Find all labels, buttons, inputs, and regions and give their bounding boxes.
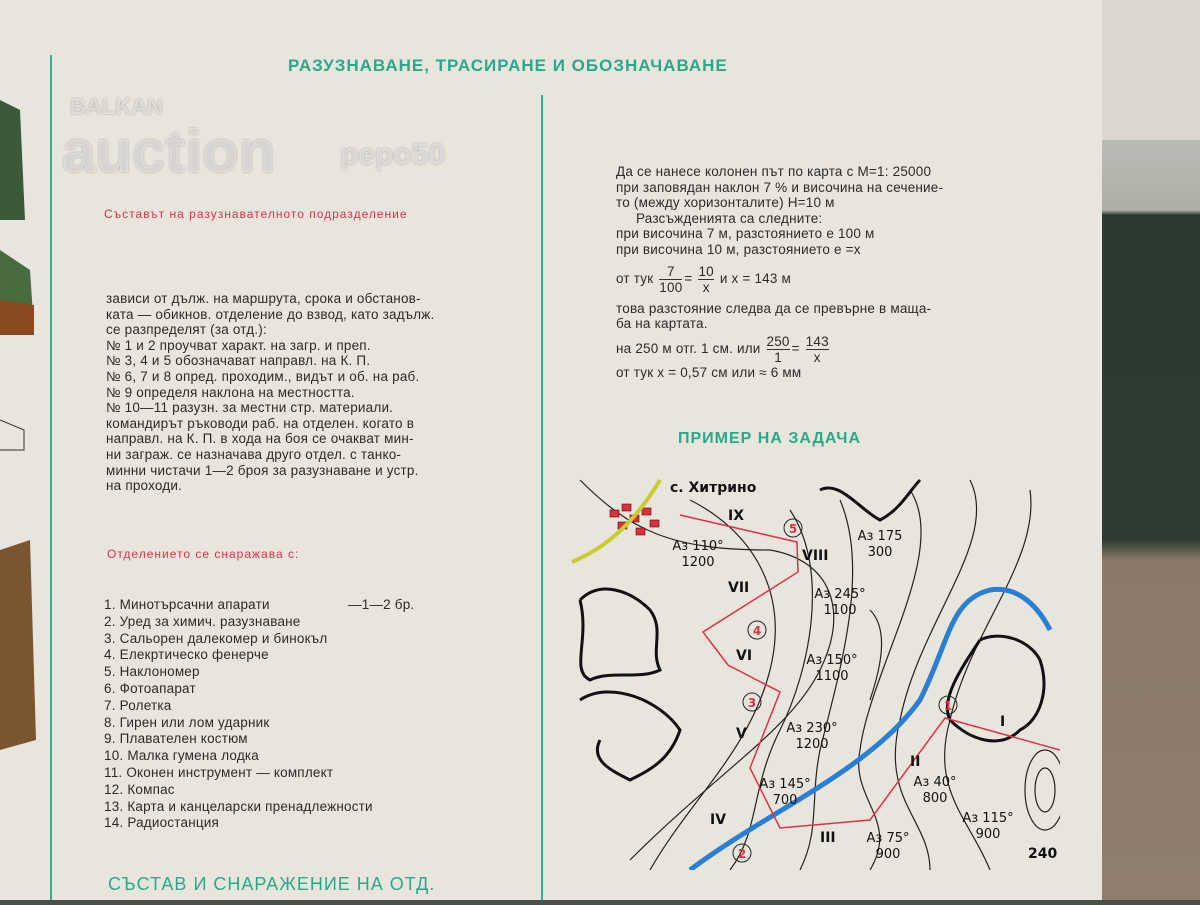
list-item: 2. Уред за химич. разузнаване [104,613,301,629]
svg-text:Аз 115°: Аз 115° [962,811,1014,826]
village-label: с. Хитрино [670,480,757,496]
elevation-label: 240 [1028,846,1058,862]
list-item: 14. Радиостанция [104,815,220,831]
road [572,480,660,562]
point-number: 4 [752,624,762,638]
list-item: 13. Карта и канцеларски пренадлежности [104,798,373,814]
svg-text:800: 800 [922,791,948,806]
background-wall [1102,0,1200,900]
example-title: ПРИМЕР НА ЗАДАЧА [678,430,862,447]
watermark-balkan: BALKAN [70,94,163,119]
equipment-list [104,597,534,832]
list-item: 9. Плавателен костюм [104,731,248,747]
svg-text:700: 700 [772,793,798,808]
waypoint-numeral: I [1000,714,1006,730]
route-line [680,515,1060,828]
svg-text:900: 900 [975,827,1001,842]
waypoint-numeral: II [910,754,921,770]
composition-heading: Съставът на разузнавателното подразделение [104,207,408,221]
waypoint-numeral: V [736,726,747,742]
text-line: зависи от дълж. на маршрута, срока и обстанов- [106,291,421,306]
task-text [616,164,1056,380]
svg-text:Аз 110°: Аз 110° [672,539,724,554]
text-line: при заповядан наклон 7 % и височина на сечение- [616,179,944,195]
list-item: 12. Компас [104,781,175,797]
text-line: № 6, 7 и 8 опред. проходим., видът и об. на раб. [106,368,420,384]
waypoint-numeral: VII [728,580,750,596]
svg-text:Аз 245°: Аз 245° [814,587,866,602]
equipment-quantity: —1—2 бр. [348,597,415,612]
column-divider [50,55,52,900]
svg-text:Аз 150°: Аз 150° [806,653,858,668]
footer-title: СЪСТАВ И СНАРАЖЕНИЕ НА ОТД. [108,874,436,894]
point-number: 5 [788,522,798,536]
list-item: 10. Малка гумена лодка [104,748,260,764]
text-line: № 9 определя наклона на местността. [106,384,355,400]
svg-text:300: 300 [867,545,893,560]
text-line: № 1 и 2 проучват характ. на загр. и преп. [106,337,371,353]
point-number: 3 [747,696,757,710]
svg-text:1100: 1100 [815,669,849,684]
point-number: 2 [737,847,747,861]
svg-text:900: 900 [875,847,901,862]
tree-illustration-icon [0,0,48,900]
svg-text:Аз 230°: Аз 230° [786,721,838,736]
list-item: 7. Ролетка [104,697,172,713]
svg-text:Аз 40°: Аз 40° [913,775,957,790]
village-houses [610,504,659,535]
text-line: минни чистачи 1—2 броя за разузнаване и устр. [106,462,419,478]
list-item: 4. Елекртическо фенерче [104,647,269,663]
point-number: 1 [943,699,953,713]
watermark-auction: auction [62,118,276,185]
waypoint-numeral: VI [736,648,753,664]
text-line: ни заграж. се назначава друго отдел. с танко- [106,446,402,462]
text-line: на проходи. [106,478,183,494]
svg-text:Аз 175: Аз 175 [857,529,903,544]
waypoint-numeral: IV [710,812,727,828]
composition-text [106,291,536,494]
text-line: Разсъжденията са следните: [636,210,823,226]
equation-1: от тук $\frac{7}{100}$ = $\frac{10}{х}$ и х = 143 м [616,263,792,295]
text-line: това разстояние следва да се превърне в маща- [616,300,932,316]
text-line: направл. на К. П. в хода на боя се очакват мин- [106,431,414,447]
text-line: ката — обикнов. отделение до взвод, като задълж. [106,306,435,322]
text-line: ба на картата. [616,316,708,332]
text-line: Да се нанесе колонен път по карта с М=1: 25000 [616,164,932,179]
task-map [570,470,1060,870]
list-item: 6. Фотоапарат [104,680,196,696]
text-line: при височина 7 м, разстоянието е 100 м [616,226,875,242]
text-line: № 3, 4 и 5 обозначават направл. на К. П. [106,353,371,369]
svg-text:1200: 1200 [795,737,829,752]
list-item: 11. Оконен инструмент — комплект [104,764,334,780]
waypoint-numeral: IX [728,508,745,524]
list-item: 3. Сальорен далекомер и бинокъл [104,630,328,646]
text-line: се разпределят (за отд.): [106,322,267,338]
watermark-user: pepo50 [340,138,446,171]
list-item: 5. Наклономер [104,664,200,680]
list-item: 8. Гирен или лом ударник [104,714,270,730]
text-line: № 10—11 разузн. за местни стр. материали. [106,400,394,416]
equation-3: от тук х = 0,57 см или ≈ 6 мм [616,364,802,380]
svg-text:1100: 1100 [823,603,857,618]
equipment-heading: Отделението се снаражава с: [107,547,300,561]
waypoint-numeral: VIII [802,548,829,564]
svg-text:Аз 75°: Аз 75° [866,831,910,846]
text-line: то (между хоризонталите) Н=10 м [616,195,835,211]
svg-text:1200: 1200 [681,555,715,570]
page-title: РАЗУЗНАВАНЕ, ТРАСИРАНЕ И ОБОЗНАЧАВАНЕ [288,56,728,75]
text-line: при височина 10 м, разстоянието е =х [616,241,861,257]
equation-2: на 250 м отг. 1 см. или $\frac{250}{1}$ = $\frac{143}{х}$ [616,333,829,365]
waypoint-numeral: III [820,830,836,846]
list-item: 1. Минотърсачни апарати —1—2 бр. [104,597,415,612]
left-illustration-strip [0,0,48,900]
column-divider [541,95,543,900]
text-line: командирът ръководи раб. на отделен. когато в [106,415,415,431]
svg-text:Аз 145°: Аз 145° [759,777,811,792]
